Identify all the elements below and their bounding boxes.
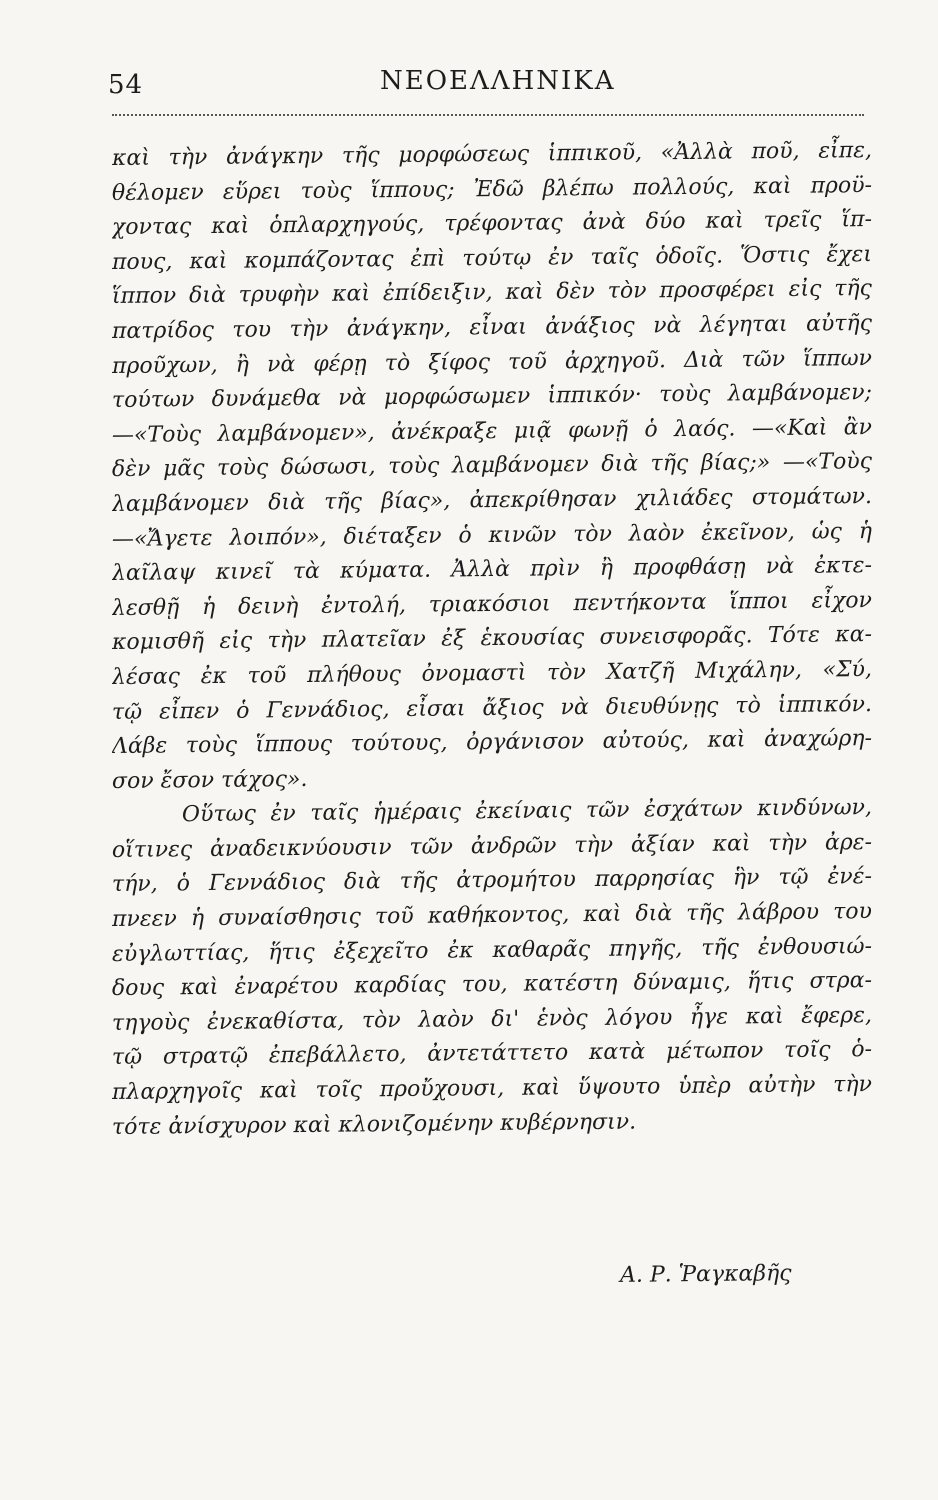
running-title: ΝΕΟΕΛΛΗΝΙΚΑ (380, 66, 616, 96)
text-line: τότε ἀνίσχυρον καὶ κλονιζομένην κυβέρνησιν. (111, 1109, 637, 1140)
text-line: σον ἔσον τάχος». (111, 766, 308, 794)
text-line: κομισθῆ εἰς τὴν πλατεῖαν ἐξ ἑκουσίας συνεισφορᾶς. Τότε κα- (111, 622, 873, 656)
text-line: πους, καὶ κομπάζοντας ἐπὶ τούτῳ ἐν ταῖς ὁδοῖς. Ὅστις ἔχει (111, 241, 873, 275)
text-line: ἵππον διὰ τρυφὴν καὶ ἐπίδειξιν, καὶ δὲν τὸν προσφέρει εἰς τῆς (111, 276, 873, 310)
text-line: —«Ἄγετε λοιπόν», διέταξεν ὁ κινῶν τὸν λαὸν ἐκεῖνον, ὡς ἡ (111, 518, 873, 552)
body-text (111, 138, 873, 1145)
text-line: πλαρχηγοῖς καὶ τοῖς προὔχουσι, καὶ ὕψουτο ὑπὲρ αὐτὴν τὴν (111, 1072, 873, 1106)
author-signature: Α. Ρ. Ῥαγκαβῆς (619, 1261, 792, 1288)
text-line: πνεεν ἡ συναίσθησις τοῦ καθήκοντος, καὶ διὰ τῆς λάβρου του (111, 899, 873, 933)
page-number: 54 (108, 70, 144, 100)
text-line: Λάβε τοὺς ἵππους τούτους, ὀργάνισον αὐτούς, καὶ ἀναχώρη- (111, 726, 873, 760)
text-line: λεσθῇ ἡ δεινὴ ἐντολή, τριακόσιοι πεντήκοντα ἵπποι εἶχον (111, 587, 873, 621)
text-line: χοντας καὶ ὁπλαρχηγούς, τρέφοντας ἀνὰ δύο καὶ τρεῖς ἵπ- (111, 207, 873, 241)
text-line: θέλομεν εὕρει τοὺς ἵππους; Ἐδῶ βλέπω πολλούς, καὶ προϋ- (111, 172, 873, 206)
text-line: πατρίδος του τὴν ἀνάγκην, εἶναι ἀνάξιος νὰ λέγηται αὐτῆς (111, 311, 873, 344)
text-line: λαῖλαψ κινεῖ τὰ κύματα. Ἀλλὰ πρὶν ἢ προφθάσῃ νὰ ἐκτε- (111, 553, 873, 587)
text-line: τήν, ὁ Γεννάδιος διὰ τῆς ἀτρομήτου παρρησίας ἣν τῷ ἐνέ- (111, 864, 873, 898)
text-line: τῷ στρατῷ ἐπεβάλλετο, ἀντετάττετο κατὰ μέτωπον τοῖς ὁ- (111, 1037, 873, 1071)
text-line: δὲν μᾶς τοὺς δώσωσι, τοὺς λαμβάνομεν διὰ τῆς βίας;» —«Τοὺς (111, 449, 873, 483)
text-line: τούτων δυνάμεθα νὰ μορφώσωμεν ἱππικόν· τοὺς λαμβάνομεν; (111, 380, 873, 414)
text-line: τηγοὺς ἐνεκαθίστα, τὸν λαὸν δι' ἑνὸς λόγου ἦγε καὶ ἔφερε, (111, 1002, 873, 1036)
text-line: λέσας ἐκ τοῦ πλήθους ὀνομαστὶ τὸν Χατζῆ Μιχάλην, «Σύ, (111, 656, 873, 690)
text-line: λαμβάνομεν διὰ τῆς βίας», ἀπεκρίθησαν χιλιάδες στομάτων. (111, 483, 873, 517)
header-rule (112, 114, 864, 116)
text-line: τῷ εἶπεν ὁ Γεννάδιος, εἶσαι ἄξιος νὰ διευθύνῃς τὸ ἱππικόν. (111, 691, 873, 725)
text-line: εὐγλωττίας, ἥτις ἐξεχεῖτο ἐκ καθαρᾶς πηγῆς, τῆς ἐνθουσιώ- (111, 933, 873, 967)
text-line: προῦχων, ἢ νὰ φέρῃ τὸ ξίφος τοῦ ἀρχηγοῦ. Διὰ τῶν ἵππων (111, 345, 873, 379)
text-line: δους καὶ ἐναρέτου καρδίας του, κατέστη δύναμις, ἥτις στρα- (111, 968, 873, 1002)
paragraph-start-line: Οὕτως ἐν ταῖς ἡμέραις ἐκείναις τῶν ἐσχάτων κινδύνων, (181, 795, 873, 828)
text-line: καὶ τὴν ἀνάγκην τῆς μορφώσεως ἱππικοῦ, «Ἀλλὰ ποῦ, εἶπε, (111, 138, 873, 171)
text-line: —«Τοὺς λαμβάνομεν», ἀνέκραξε μιᾷ φωνῇ ὁ λαός. —«Καὶ ἂν (111, 414, 873, 448)
text-line: οἵτινες ἀναδεικνύουσιν τῶν ἀνδρῶν τὴν ἀξίαν καὶ τὴν ἀρε- (111, 829, 873, 863)
